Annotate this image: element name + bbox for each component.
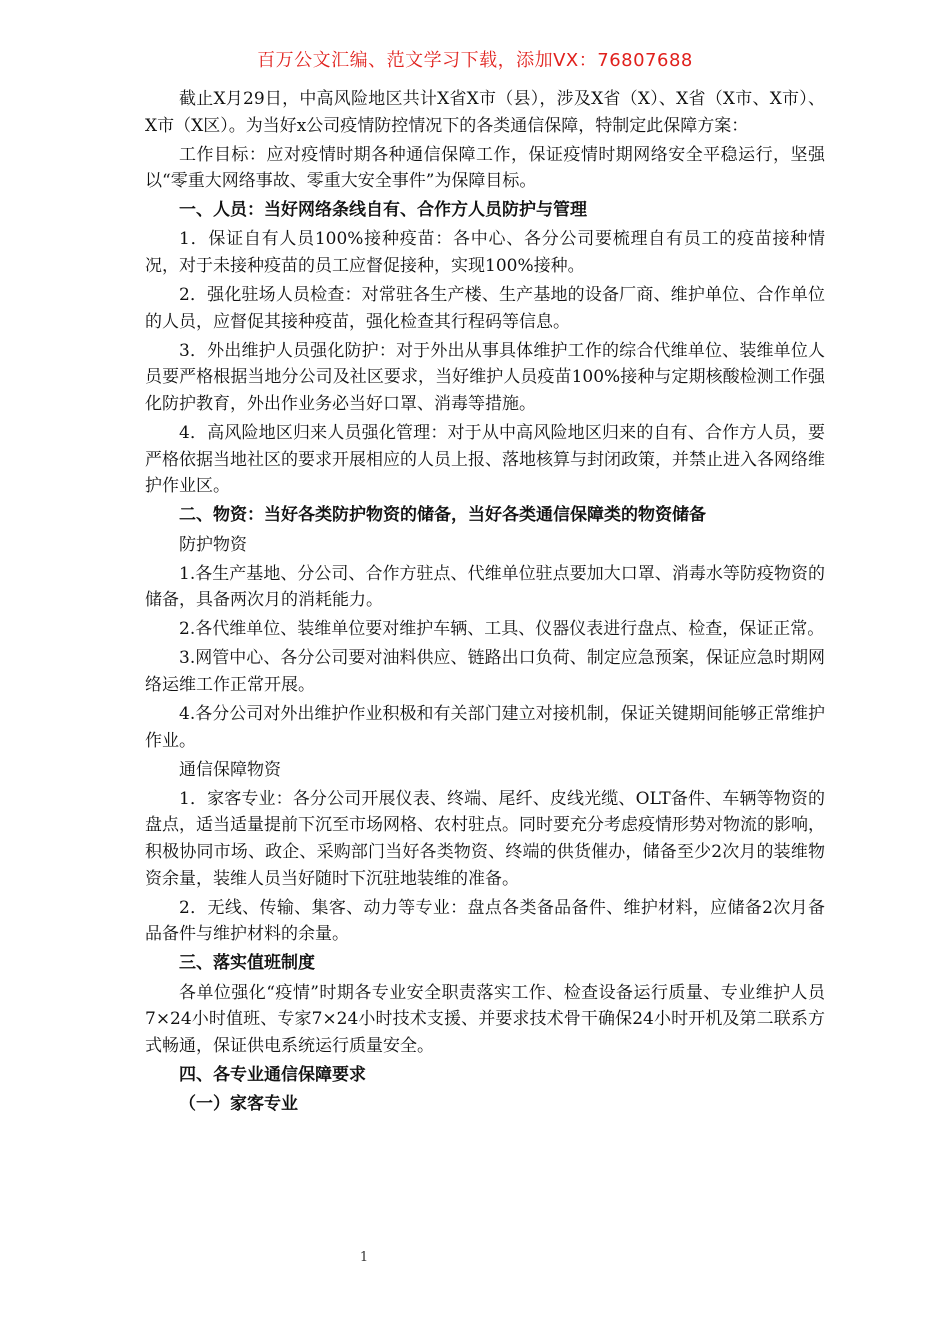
section-heading: 四、各专业通信保障要求 [179,1064,366,1085]
document-body [145,86,825,1120]
paragraph: 工作目标：应对疫情时期各种通信保障工作，保证疫情时期网络安全平稳运行，坚强以“零重大网络事故、零重大安全事件”为保障目标。 [145,144,825,192]
paragraph: 1．家客专业：各分公司开展仪表、终端、尾纤、皮线光缆、OLT备件、车辆等物资的盘点，适当适量提前下沉至市场网格、农村驻点。同时要充分考虑疫情形势对物流的影响，积极协同市场、政企、采购部门当好各类物资、终端的供货催办，储备至少2次月的装维物资余量，装维人员当好随时下沉驻地装维的准备。 [145,788,825,889]
paragraph: 3．外出维护人员强化防护：对于外出从事具体维护工作的综合代维单位、装维单位人员要严格根据当地分公司及社区要求，当好维护人员疫苗100%接种与定期核酸检测工作强化防护教育，外出作业务必当好口罩、消毒等措施。 [145,340,825,415]
subheading: 通信保障物资 [179,759,281,780]
paragraph: 1．保证自有人员100%接种疫苗：各中心、各分公司要梳理自有员工的疫苗接种情况，对于未接种疫苗的员工应督促接种，实现100%接种。 [145,229,825,277]
subsection-heading: （一）家客专业 [179,1093,298,1114]
paragraph: 3.网管中心、各分公司要对油料供应、链路出口负荷、制定应急预案，保证应急时期网络运维工作正常开展。 [145,648,825,695]
paragraph: 2．无线、传输、集客、动力等专业：盘点各类备品备件、维护材料，应储备2次月备品备件与维护材料的余量。 [145,897,825,945]
paragraph: 4．高风险地区归来人员强化管理：对于从中高风险地区归来的自有、合作方人员，要严格依据当地社区的要求开展相应的人员上报、落地核算与封闭政策，并禁止进入各网络维护作业区。 [145,423,825,497]
section-heading: 三、落实值班制度 [179,953,315,974]
header-banner: 百万公文汇编、范文学习下载，添加VX：76807688 [257,50,693,71]
page-number: 1 [359,1250,369,1265]
paragraph: 1.各生产基地、分公司、合作方驻点、代维单位驻点要加大口罩、消毒水等防疫物资的储备，具备两次月的消耗能力。 [145,563,825,611]
paragraph: 2．强化驻场人员检查：对常驻各生产楼、生产基地的设备厂商、维护单位、合作单位的人员，应督促其接种疫苗，强化检查其行程码等信息。 [145,285,825,332]
section-heading: 一、人员：当好网络条线自有、合作方人员防护与管理 [179,200,587,221]
subheading: 防护物资 [179,534,247,555]
paragraph: 截止X月29日，中高风险地区共计X省X市（县），涉及X省（X）、X省（X市、X市）、X市（X区）。为当好x公司疫情防控情况下的各类通信保障，特制定此保障方案： [145,89,825,136]
paragraph: 各单位强化“疫情”时期各专业安全职责落实工作、检查设备运行质量、专业维护人员7×24小时值班、专家7×24小时技术支援、并要求技术骨干确保24小时开机及第二联系方式畅通，保证供电系统运行质量安全。 [145,982,825,1056]
paragraph: 2.各代维单位、装维单位要对维护车辆、工具、仪器仪表进行盘点、检查，保证正常。 [179,619,825,640]
section-heading: 二、物资：当好各类防护物资的储备，当好各类通信保障类的物资储备 [179,505,706,526]
paragraph: 4.各分公司对外出维护作业积极和有关部门建立对接机制，保证关键期间能够正常维护作业。 [145,704,825,751]
